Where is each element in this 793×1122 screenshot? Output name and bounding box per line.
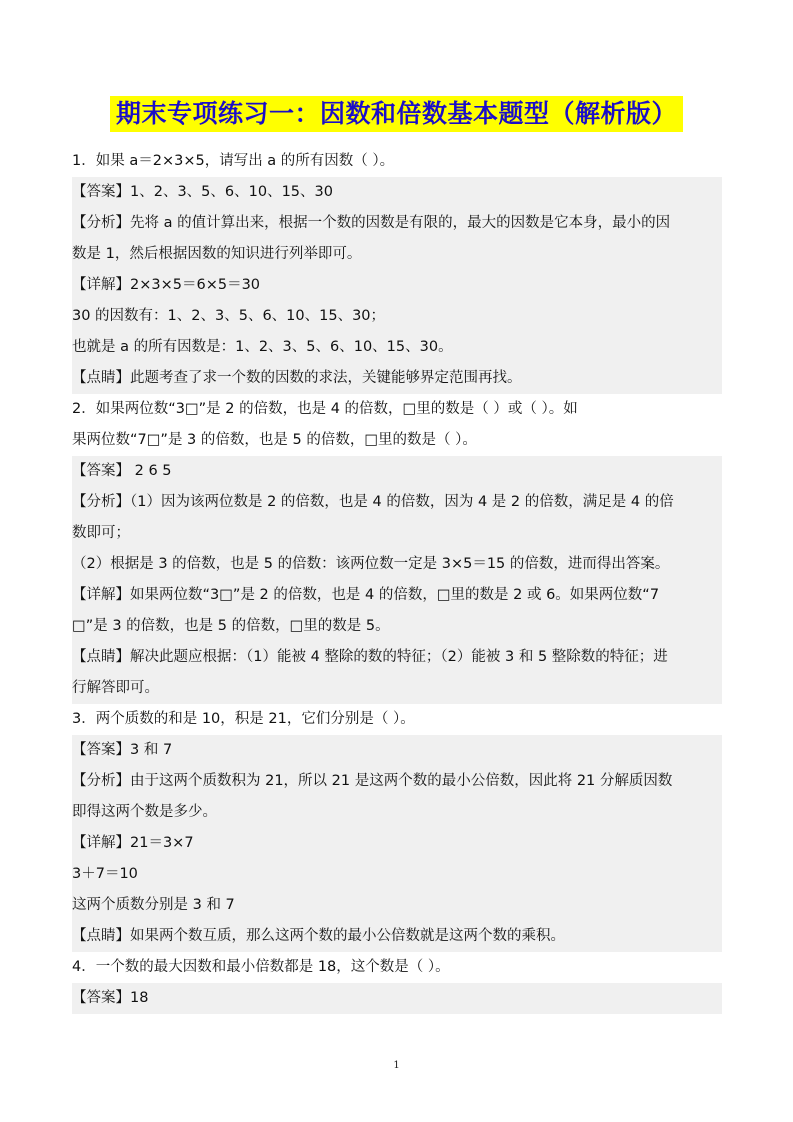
question-line: 1．如果 a＝2×3×5，请写出 a 的所有因数（ ）。	[72, 153, 395, 169]
answer-line: 【详解】21＝3×7	[72, 828, 722, 859]
page-title: 期末专项练习一：因数和倍数基本题型（解析版）	[110, 96, 683, 132]
answer-line: 数即可；	[72, 518, 722, 549]
answer-line: 【答案】18	[72, 983, 722, 1014]
answer-line: 【答案】3 和 7	[72, 735, 722, 766]
document-body	[72, 146, 722, 1014]
answer-line: 数是 1，然后根据因数的知识进行列举即可。	[72, 239, 722, 270]
question-line: 3．两个质数的和是 10，积是 21，它们分别是（ ）。	[72, 711, 415, 727]
answer-line: 【答案】1、2、3、5、6、10、15、30	[72, 177, 722, 208]
answer-line: 也就是 a 的所有因数是：1、2、3、5、6、10、15、30。	[72, 332, 722, 363]
question-line: 果两位数“7□”是 3 的倍数，也是 5 的倍数，□里的数是（ ）。	[72, 432, 477, 448]
answer-line: □”是 3 的倍数，也是 5 的倍数，□里的数是 5。	[72, 611, 722, 642]
answer-line: 3＋7＝10	[72, 859, 722, 890]
answer-line: （2）根据是 3 的倍数，也是 5 的倍数：该两位数一定是 3×5＝15 的倍数，进而得出答案。	[72, 549, 722, 580]
answer-line: 【点睛】此题考查了求一个数的因数的求法，关键能够界定范围再找。	[72, 363, 722, 394]
answer-line: 【点睛】如果两个数互质，那么这两个数的最小公倍数就是这两个数的乘积。	[72, 921, 722, 952]
answer-line: 【点睛】解决此题应根据：（1）能被 4 整除的数的特征；（2）能被 3 和 5 整除数的特征；进	[72, 642, 722, 673]
answer-line: 【分析】先将 a 的值计算出来，根据一个数的因数是有限的，最大的因数是它本身，最小的因	[72, 208, 722, 239]
title-wrap	[0, 96, 793, 132]
answer-line: 这两个质数分别是 3 和 7	[72, 890, 722, 921]
answer-line: 30 的因数有：1、2、3、5、6、10、15、30；	[72, 301, 722, 332]
question-line: 4．一个数的最大因数和最小倍数都是 18，这个数是（ ）。	[72, 959, 450, 975]
answer-line: 【答案】 2 6 5	[72, 456, 722, 487]
answer-line: 【分析】（1）因为该两位数是 2 的倍数，也是 4 的倍数，因为 4 是 2 的倍数，满足是 4 的倍	[72, 487, 722, 518]
page-number: 1	[393, 1060, 400, 1071]
answer-line: 行解答即可。	[72, 673, 722, 704]
answer-line: 即得这两个数是多少。	[72, 797, 722, 828]
answer-line: 【详解】2×3×5＝6×5＝30	[72, 270, 722, 301]
answer-line: 【分析】由于这两个质数积为 21，所以 21 是这两个数的最小公倍数，因此将 21 分解质因数	[72, 766, 722, 797]
question-line: 2．如果两位数“3□”是 2 的倍数，也是 4 的倍数，□里的数是（ ）或（ ）。如	[72, 401, 578, 417]
answer-line: 【详解】如果两位数“3□”是 2 的倍数，也是 4 的倍数，□里的数是 2 或 6。如果两位数“7	[72, 580, 722, 611]
